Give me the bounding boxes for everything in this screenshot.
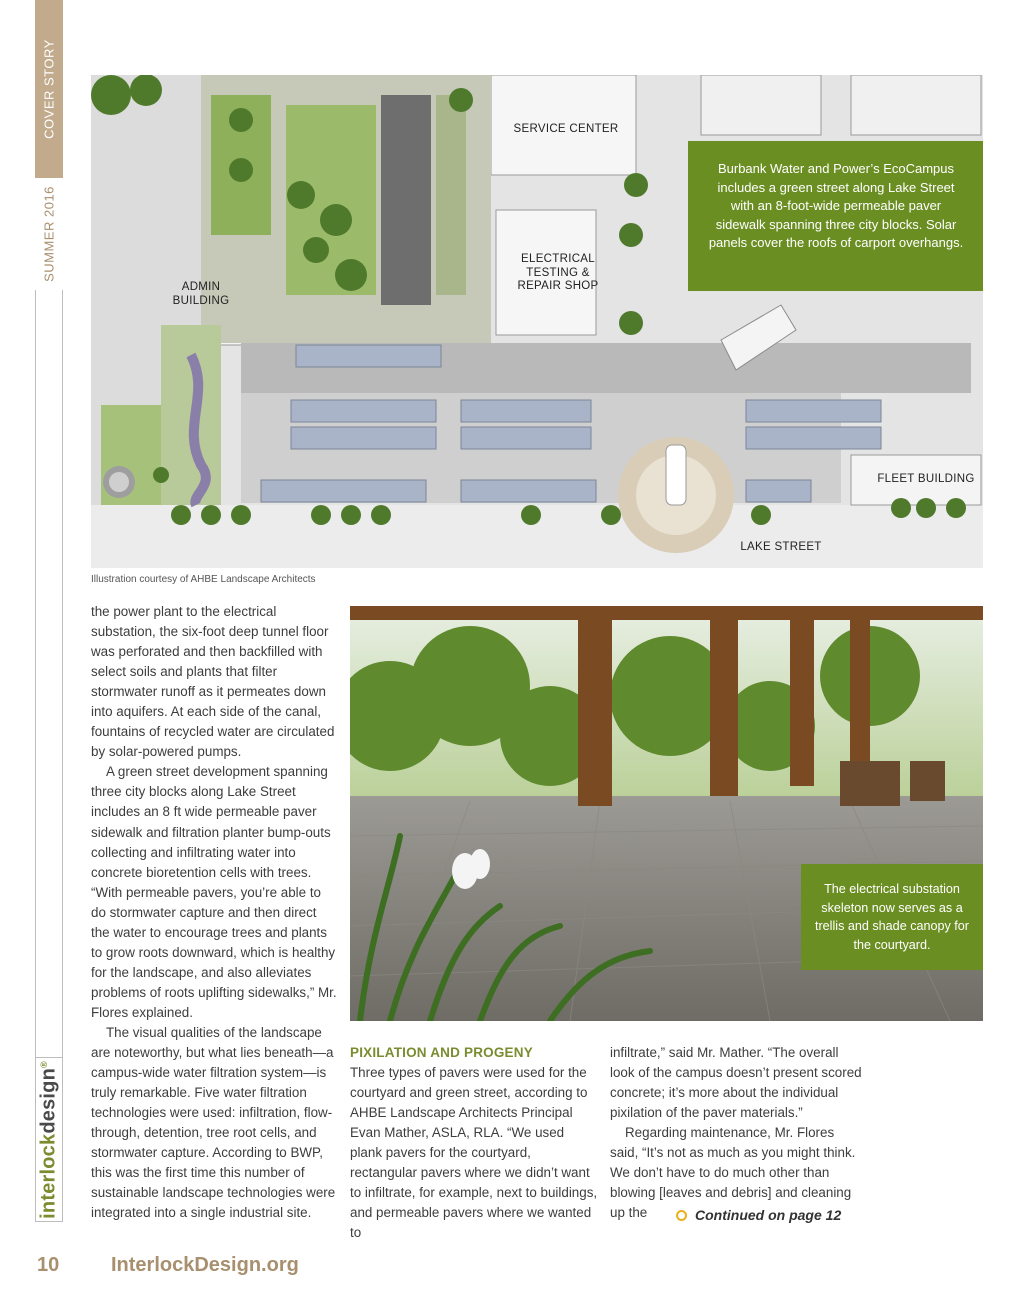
site-plan-illustration (91, 75, 983, 568)
fleet-building-label: FLEET BUILDING (877, 473, 975, 485)
page-number: 10 (37, 1254, 60, 1276)
photo-callout: The electrical substation skeleton now serves as a trellis and shade canopy for the courtyard. (801, 864, 983, 970)
service-center-label: SERVICE CENTER (513, 123, 619, 135)
continued-link[interactable] (676, 1207, 841, 1223)
left-column (91, 602, 337, 1223)
courtyard-photo (350, 606, 983, 1021)
section-heading: PIXILATION AND PROGENY (350, 1045, 533, 1060)
right-paragraph-1: infiltrate,” said Mr. Mather. “The overall look of the campus doesn’t present scored concrete; it’s more about the individual pixilation of the paver materials.” (610, 1045, 862, 1121)
electrical-shop-label: ELECTRICAL TESTING & REPAIR SHOP (517, 253, 599, 293)
circle-bullet-icon (676, 1210, 687, 1221)
website-link[interactable]: InterlockDesign.org (111, 1254, 299, 1276)
section-tab (35, 0, 63, 178)
lake-street-label: LAKE STREET (740, 541, 822, 553)
middle-paragraph-1: Three types of pavers were used for the courtyard and green street, according to AHBE Landscape Architects Principal Evan Mather, ASLA, RLA. “We used plank pavers for the courtyard, rectangular pavers where we didn’t want to infiltrate, for example, next to buildings, and permeable pavers where we wanted to (350, 1065, 598, 1241)
issue-tab (35, 178, 63, 290)
logo-wordmark: interlockdesign® (37, 1060, 60, 1219)
right-column (610, 1043, 862, 1223)
middle-column (350, 1043, 598, 1243)
admin-building-label: ADMIN BUILDING (172, 281, 230, 307)
right-paragraph-2: Regarding maintenance, Mr. Flores said, “It’s not as much as you might think. We don’t have to do much other than blowing [leaves and debris] and cleaning up the (610, 1125, 856, 1221)
magazine-logo (35, 1057, 63, 1222)
left-paragraph-1: the power plant to the electrical substation, the six-foot deep tunnel floor was perforated and then backfilled with select soils and plants that filter stormwater runoff as it permeates down into aquifers. At each side of the canal, fountains of recycled water are circulated by solar-powered pumps. (91, 604, 335, 760)
left-paragraph-3: The visual qualities of the landscape are noteworthy, but what lies beneath—a campus-wide water filtration system—is truly remarkable. Five water filtration technologies were used: infiltration, flow-through, detention, tree root cells, and stormwater capture. According to BWP, this was the first time this number of sustainable landscape technologies were integrated into a single industrial site. (91, 1024, 336, 1221)
issue-label: SUMMER 2016 (41, 186, 57, 282)
continued-label: Continued on page 12 (695, 1207, 842, 1223)
illustration-credit: Illustration courtesy of AHBE Landscape Architects (91, 574, 316, 585)
side-strip (35, 0, 63, 1222)
site-plan-callout: Burbank Water and Power’s EcoCampus includes a green street along Lake Street with an 8-foot-wide permeable paver sidewalk spanning three city blocks. Solar panels cover the roofs of carport overhangs. (688, 141, 983, 291)
section-label: COVER STORY (41, 39, 57, 139)
left-paragraph-2: A green street development spanning three city blocks along Lake Street includes an 8 ft wide permeable paver sidewalk and filtration planter bump-outs collecting and infiltrating water into concrete bioretention cells with trees. “With permeable pavers, you’re able to do stormwater capture and then direct the water to encourage trees and plants to grow roots downward, which is healthy for the landscape, and also alleviates problems of roots uplifting sidewalks,” Mr. Flores explained. (91, 764, 337, 1020)
